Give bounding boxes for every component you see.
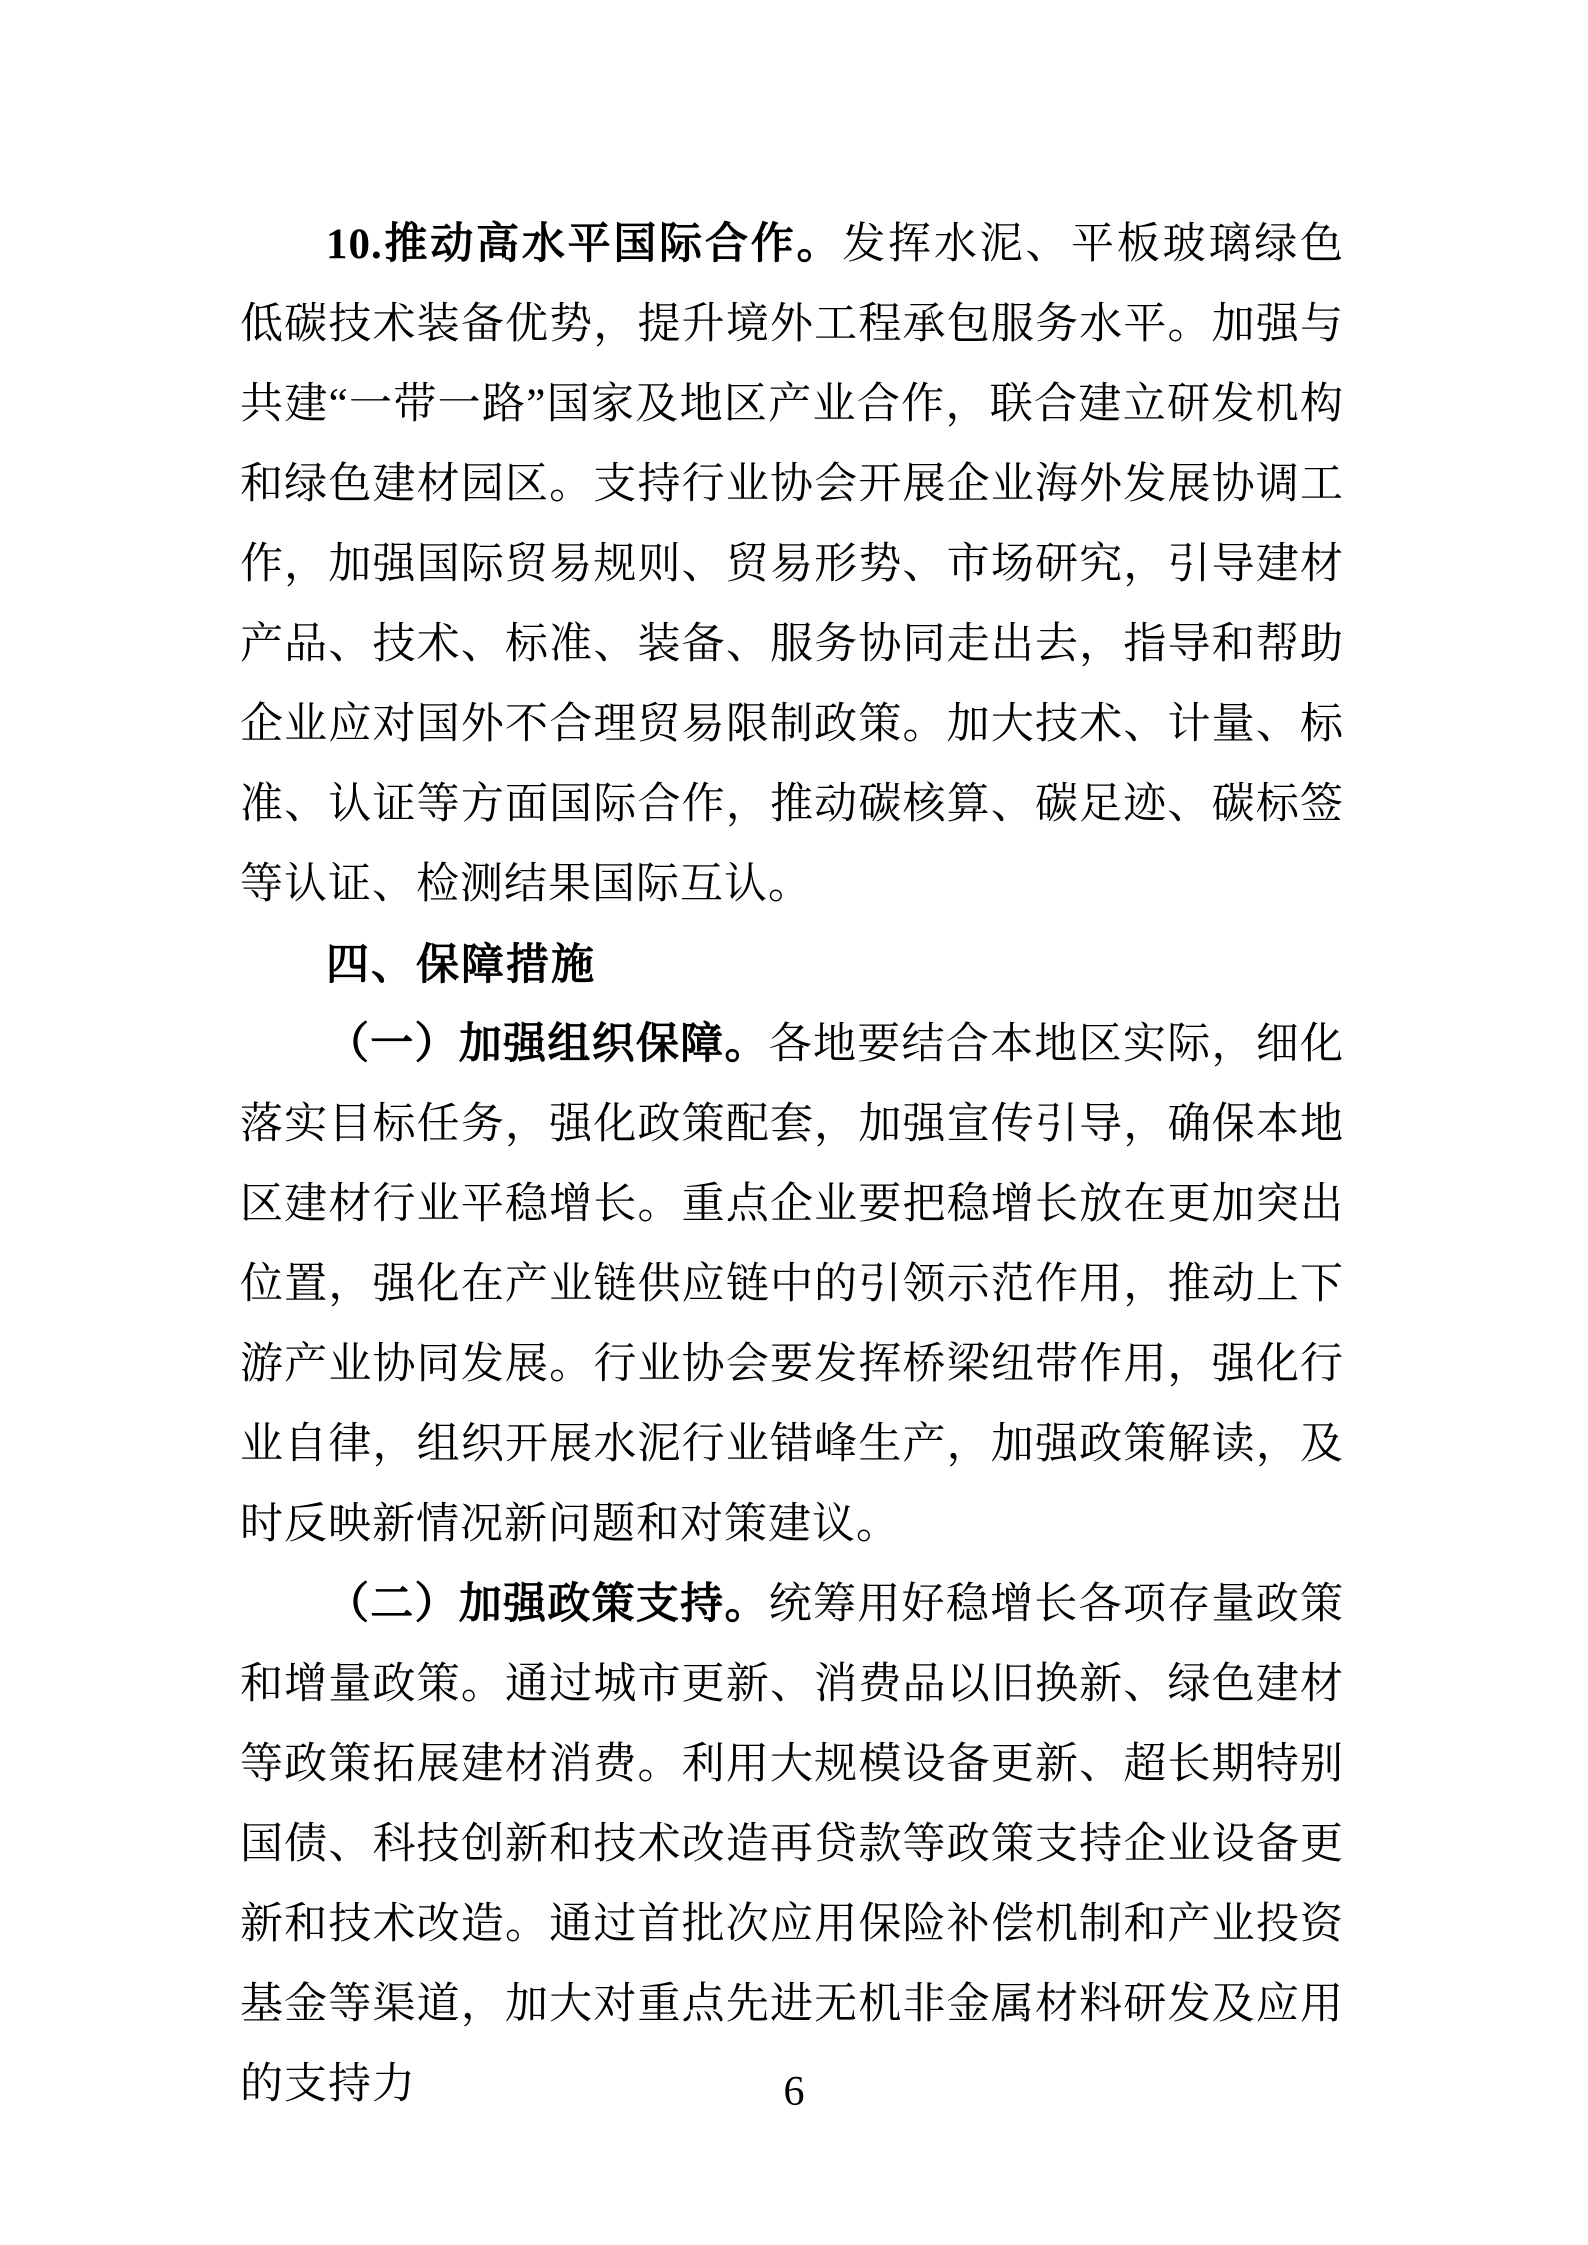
section-heading-safeguard-measures: 四、保障措施 (326, 941, 596, 989)
page-number: 6 (783, 2069, 805, 2115)
paragraph-lead-policy-support: （二）加强政策支持。 (326, 1581, 769, 1628)
paragraph-body-international-cooperation: 发挥水泥、平板玻璃绿色低碳技术装备优势，提升境外工程承包服务水平。加强与共建“一带一路”国家及地区产业合作，联合建立研发机构和绿色建材园区。支持行业协会开展企业海外发展协调工作，加强国际贸易规则、贸易形势、市场研究，引导建材产品、技术、标准、装备、服务协同走出去，指导和帮助企业应对国外不合理贸易限制政策。加大技术、计量、标准、认证等方面国际合作，推动碳核算、碳足迹、碳标签等认证、检测结果国际互认。 (240, 221, 1345, 908)
paragraph-lead-organizational-safeguards: （一）加强组织保障。 (326, 1021, 769, 1068)
paragraph-body-organizational-safeguards: 各地要结合本地区实际，细化落实目标任务，强化政策配套，加强宣传引导，确保本地区建材行业平稳增长。重点企业要把稳增长放在更加突出位置，强化在产业链供应链中的引领示范作用，推动上下游产业协同发展。行业协会要发挥桥梁纽带作用，强化行业自律，组织开展水泥行业错峰生产，加强政策解读，及时反映新情况新问题和对策建议。 (240, 1021, 1345, 1548)
paragraph-organizational-safeguards (240, 1005, 1344, 1565)
paragraph-body-policy-support: 统筹用好稳增长各项存量政策和增量政策。通过城市更新、消费品以旧换新、绿色建材等政策拓展建材消费。利用大规模设备更新、超长期特别国债、科技创新和技术改造再贷款等政策支持企业设备更新和技术改造。通过首批次应用保险补偿机制和产业投资基金等渠道，加大对重点先进无机非金属材料研发及应用的支持力 (240, 1581, 1345, 2108)
paragraph-lead-international-cooperation: 10.推动高水平国际合作。 (326, 221, 843, 268)
paragraph-policy-support (240, 1565, 1344, 2125)
page-body-text (240, 205, 1344, 2125)
paragraph-international-cooperation (240, 205, 1344, 925)
